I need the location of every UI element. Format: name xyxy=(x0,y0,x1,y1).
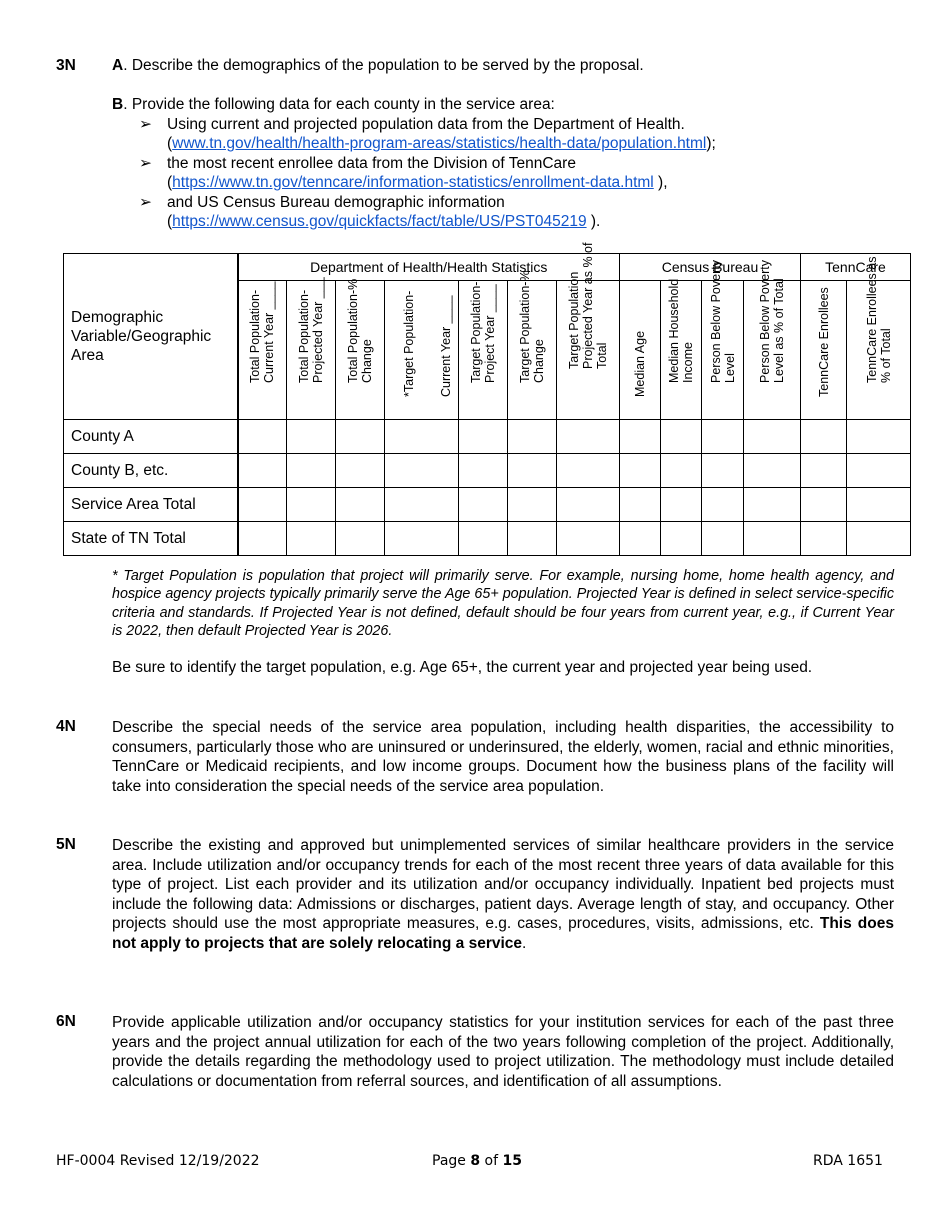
table-cell[interactable] xyxy=(847,488,911,522)
bullet-1-text: Using current and projected population data from the Department of Health. xyxy=(167,116,685,133)
group-census-bureau: Census Bureau xyxy=(620,254,801,281)
table-row xyxy=(64,488,911,522)
section-3a-description: . Describe the demographics of the population to be served by the proposal. xyxy=(123,57,644,74)
bullet-1-close: ); xyxy=(706,135,716,152)
col-header: Total Population-Current Year ____ xyxy=(238,281,287,420)
table-cell[interactable] xyxy=(336,488,385,522)
table-cell[interactable] xyxy=(459,454,508,488)
section-3n-number: 3N xyxy=(56,57,76,74)
col-header: Median Household Income xyxy=(661,281,702,420)
table-cell[interactable] xyxy=(557,420,620,454)
table-cell[interactable] xyxy=(661,488,702,522)
bullet-3-link-line xyxy=(167,212,600,232)
page-word: Page xyxy=(432,1153,471,1169)
table-cell[interactable] xyxy=(336,522,385,556)
tenncare-enrollment-link[interactable]: https://www.tn.gov/tenncare/information-statistics/enrollment-data.html xyxy=(172,174,654,191)
section-5n-number: 5N xyxy=(56,836,76,853)
table-cell[interactable] xyxy=(620,522,661,556)
data-source-list xyxy=(139,115,899,235)
table-cell[interactable] xyxy=(744,454,801,488)
col-header: Total Population-Projected Year ___ xyxy=(287,281,336,420)
section-6n-text: Provide applicable utilization and/or occupancy statistics for your institution services for each of the past three years and the project annual utilization for each of the two years following completion of the project. Additionally, provide the details regarding the methodology used to project utilization. The methodology must include detailed calculations or documentation from referral sources, and identification of all assumptions. xyxy=(112,1014,894,1090)
section-5n-body: Describe the existing and approved but unimplemented services of similar healthcare providers in the service area. Include utilization and/or occupancy trends for each of the most recent three years of data available for this type of project. List each provider and its utilization and/or occupancy individually. Inpatient bed projects must include the following data: Admissions or discharges, patient days. Average length of stay, and occupancy. Other projects should use the most appropriate measures, e.g. cases, procedures, visits, admissions, etc. xyxy=(112,837,894,933)
table-cell[interactable] xyxy=(801,488,847,522)
table-cell[interactable] xyxy=(287,420,336,454)
bullet-3-close: ). xyxy=(586,213,601,230)
section-3b-text xyxy=(112,96,555,114)
section-5n-bold-note: This does not apply to projects that are solely relocating a service xyxy=(112,915,894,952)
table-cell[interactable] xyxy=(557,488,620,522)
section-5n-text xyxy=(112,836,894,954)
section-3b-description: . Provide the following data for each county in the service area: xyxy=(123,96,555,113)
col-header: Target Population-Project Year ____ xyxy=(459,281,508,420)
section-5n-end: . xyxy=(522,934,527,952)
table-cell[interactable] xyxy=(508,420,557,454)
col-header: Person Below Poverty Level as % of Total xyxy=(744,281,801,420)
bullet-arrow-icon: ➢ xyxy=(139,194,152,211)
table-cell[interactable] xyxy=(238,522,287,556)
section-6n-number: 6N xyxy=(56,1013,76,1030)
bullet-arrow-icon: ➢ xyxy=(139,116,152,133)
row-label: County B, etc. xyxy=(64,454,238,488)
of-word: of xyxy=(480,1153,503,1169)
table-row xyxy=(64,420,911,454)
table-cell[interactable] xyxy=(385,522,459,556)
bullet-3-text: and US Census Bureau demographic information xyxy=(167,194,505,211)
table-cell[interactable] xyxy=(744,420,801,454)
table-cell[interactable] xyxy=(847,420,911,454)
col-header: TennCare Enrollees as % of Total xyxy=(847,281,911,420)
table-cell[interactable] xyxy=(702,488,744,522)
table-cell[interactable] xyxy=(238,488,287,522)
row-label: County A xyxy=(64,420,238,454)
table-cell[interactable] xyxy=(801,420,847,454)
table-cell[interactable] xyxy=(620,454,661,488)
col-header: *Target Population- xyxy=(385,281,434,420)
table-cell[interactable] xyxy=(661,522,702,556)
table-cell[interactable] xyxy=(385,488,459,522)
table-cell[interactable] xyxy=(287,454,336,488)
col-header: Current Year ____ xyxy=(434,281,459,420)
col-header: Median Age xyxy=(620,281,661,420)
col-header: TennCare Enrollees xyxy=(801,281,847,420)
col-header: Person Below Poverty Level xyxy=(702,281,744,420)
table-cell[interactable] xyxy=(702,420,744,454)
table-cell[interactable] xyxy=(459,522,508,556)
page-number xyxy=(432,1153,522,1169)
table-cell[interactable] xyxy=(459,488,508,522)
col-header: Total Population-% Change xyxy=(336,281,385,420)
row-header-cell: Demographic Variable/Geographic Area xyxy=(64,254,238,420)
table-cell[interactable] xyxy=(238,454,287,488)
bullet-2-text: the most recent enrollee data from the Division of TennCare xyxy=(167,155,576,172)
table-cell[interactable] xyxy=(744,522,801,556)
table-cell[interactable] xyxy=(620,488,661,522)
census-quickfacts-link[interactable]: https://www.census.gov/quickfacts/fact/table/US/PST045219 xyxy=(172,213,587,230)
group-health-statistics: Department of Health/Health Statistics xyxy=(238,254,620,281)
table-cell[interactable] xyxy=(508,454,557,488)
table-cell[interactable] xyxy=(744,488,801,522)
table-cell[interactable] xyxy=(336,420,385,454)
bullet-1-link-line xyxy=(167,134,716,154)
table-cell[interactable] xyxy=(801,522,847,556)
rda-number: RDA 1651 xyxy=(813,1153,883,1169)
table-cell[interactable] xyxy=(847,454,911,488)
table-cell[interactable] xyxy=(661,454,702,488)
section-3a-label: A xyxy=(112,57,124,74)
table-cell[interactable] xyxy=(459,420,508,454)
table-cell[interactable] xyxy=(287,522,336,556)
form-revision: HF-0004 Revised 12/19/2022 xyxy=(56,1153,260,1169)
col-header: Target Population-% Change xyxy=(508,281,557,420)
table-cell[interactable] xyxy=(557,522,620,556)
bullet-1-paren: ( xyxy=(167,135,173,152)
section-3a-text xyxy=(112,57,644,75)
page-current: 8 xyxy=(470,1153,481,1169)
identify-instruction: Be sure to identify the target population, e.g. Age 65+, the current year and projected year being used. xyxy=(112,659,813,676)
table-cell[interactable] xyxy=(508,488,557,522)
group-tenncare: TennCare xyxy=(801,254,911,281)
table-cell[interactable] xyxy=(238,420,287,454)
table-cell[interactable] xyxy=(385,454,459,488)
table-cell[interactable] xyxy=(287,488,336,522)
row-label: State of TN Total xyxy=(64,522,238,556)
table-cell[interactable] xyxy=(847,522,911,556)
bullet-arrow-icon: ➢ xyxy=(139,155,152,172)
section-3b-label: B xyxy=(112,96,124,113)
table-cell[interactable] xyxy=(508,522,557,556)
col-header: Target Population Projected Year as % of Total xyxy=(557,281,620,420)
bullet-3-paren: ( xyxy=(167,213,173,230)
bullet-2-link-line xyxy=(167,173,668,193)
table-row xyxy=(64,522,911,556)
bullet-2-close: ), xyxy=(653,174,668,191)
table-cell[interactable] xyxy=(620,420,661,454)
demographics-table xyxy=(63,242,911,556)
page-total: 15 xyxy=(502,1153,522,1169)
table-cell[interactable] xyxy=(336,454,385,488)
table-cell[interactable] xyxy=(385,420,459,454)
section-4n-number: 4N xyxy=(56,718,76,735)
row-label: Service Area Total xyxy=(64,488,238,522)
table-cell[interactable] xyxy=(702,454,744,488)
health-data-link[interactable]: www.tn.gov/health/health-program-areas/statistics/health-data/population.html xyxy=(172,135,707,152)
table-cell[interactable] xyxy=(801,454,847,488)
bullet-2-paren: ( xyxy=(167,174,173,191)
table-cell[interactable] xyxy=(661,420,702,454)
section-4n-text: Describe the special needs of the service area population, including health disparities, the accessibility to consumers, particularly those who are uninsured or underinsured, the elderly, women, racial and ethnic minorities, TennCare or Medicaid recipients, and low income groups. Document how the business plans of the facility will take into consideration the special needs of the service area population. xyxy=(112,719,894,795)
target-population-footnote: * Target Population is population that project will primarily serve. For example, nursing home, home health agency, and hospice agency projects typically primarily serve the Age 65+ population. Projected Year is defined in select service-specific criteria and standards. If Projected Year is not defined, default should be four years from current year, e.g., if Current Year is 2022, then default Projected Year is 2026. xyxy=(112,568,894,640)
table-cell[interactable] xyxy=(702,522,744,556)
table-cell[interactable] xyxy=(557,454,620,488)
table-row xyxy=(64,454,911,488)
